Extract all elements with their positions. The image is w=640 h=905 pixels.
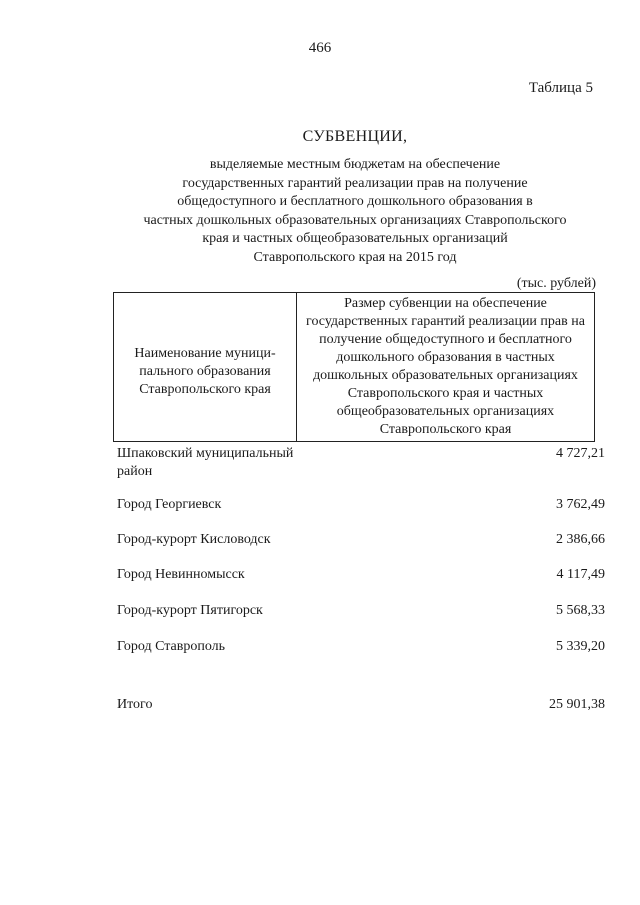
- header-amount-line: дошкольных образовательных организациях: [313, 368, 578, 383]
- row-name: Город Ставрополь: [117, 639, 226, 654]
- document-subtitle: [0, 156, 640, 267]
- row-value: 2 386,66: [556, 532, 605, 547]
- table-header: [113, 292, 595, 442]
- row-name: Город-курорт Пятигорск: [117, 603, 263, 618]
- row-value: 4 117,49: [556, 567, 605, 582]
- subtitle-line: Ставропольского края на 2015 год: [253, 249, 457, 265]
- document-title: СУБВЕНЦИИ,: [302, 128, 408, 145]
- header-name-cell: [114, 293, 297, 441]
- header-name-line: Наименование муници-: [134, 346, 276, 361]
- header-amount-line: общеобразовательных организациях: [336, 404, 555, 419]
- row-value: 4 727,21: [556, 446, 605, 461]
- row-name: Город Георгиевск: [117, 497, 222, 512]
- header-amount-line: получение общедоступного и бесплатного: [319, 332, 572, 347]
- total-label: Итого: [117, 697, 153, 712]
- subtitle-line: края и частных общеобразовательных организаций: [202, 231, 508, 246]
- row-value: 3 762,49: [556, 497, 605, 512]
- row-name: Город Невинномысск: [117, 567, 245, 582]
- units-label: (тыс. рублей): [516, 276, 596, 291]
- subtitle-line: государственных гарантий реализации прав на получение: [182, 175, 528, 191]
- header-amount-line: Размер субвенции на обеспечение: [344, 296, 547, 311]
- header-amount-cell: [297, 293, 594, 441]
- subtitle-line: частных дошкольных образовательных организациях Ставропольского: [143, 212, 567, 228]
- header-name-line: пального образования: [139, 364, 271, 379]
- header-amount-line: Ставропольского края и частных: [347, 386, 544, 401]
- total-value: 25 901,38: [549, 697, 605, 712]
- header-name-line: Ставропольского края: [139, 382, 271, 397]
- row-value: 5 339,20: [556, 639, 605, 654]
- table-label: Таблица 5: [528, 80, 593, 96]
- subtitle-line: выделяемые местным бюджетам на обеспечение: [209, 157, 501, 172]
- page-number: 466: [308, 40, 332, 56]
- subtitle-line: общедоступного и бесплатного дошкольного образования в: [177, 194, 533, 209]
- header-amount-line: дошкольного образования в частных: [336, 350, 555, 365]
- header-amount-line: государственных гарантий реализации прав на: [306, 314, 585, 329]
- row-value: 5 568,33: [556, 603, 605, 618]
- header-amount-line: Ставропольского края: [379, 422, 512, 437]
- row-name: Шпаковский муниципальный район: [117, 446, 294, 479]
- row-name: Город-курорт Кисловодск: [117, 532, 271, 547]
